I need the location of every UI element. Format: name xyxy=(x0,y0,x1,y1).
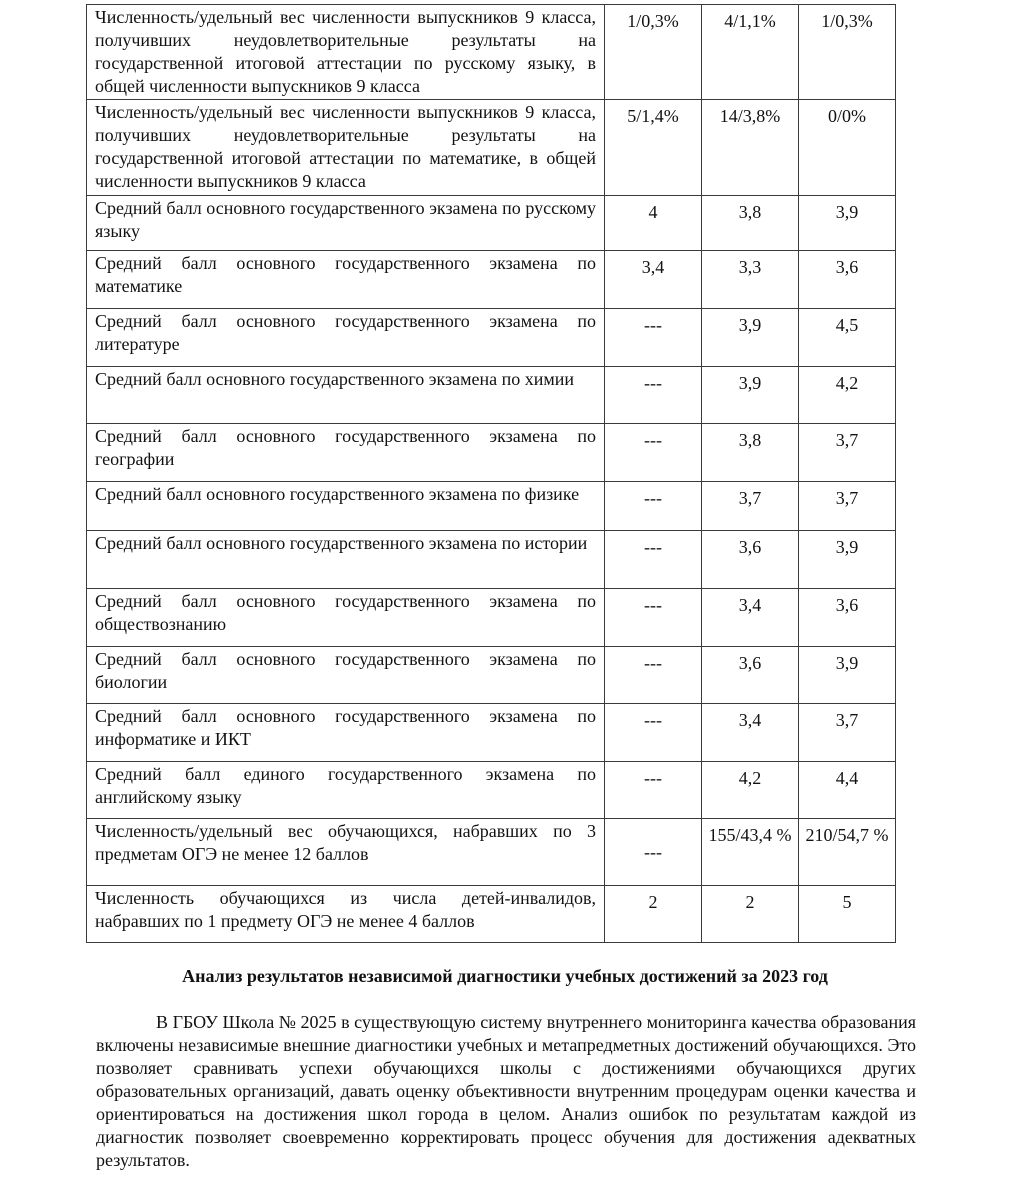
table-row xyxy=(87,5,896,100)
indicator-value: 3,8 xyxy=(702,196,799,251)
indicator-value: 3,9 xyxy=(702,309,799,367)
indicator-value: 3,9 xyxy=(799,531,896,589)
indicator-value: --- xyxy=(605,424,702,482)
section-paragraph: В ГБОУ Школа № 2025 в существующую систему внутреннего мониторинга качества образования включены независимые внешние диагностики учебных и метапредметных достижений обучающихся. Это позволяет сравнивать успехи обучающихся школы с достижениями обучающихся других образовательных организаций, давать оценку объективности внутренним процедурам оценки качества и ориентироваться на достижения школ города в целом. Анализ ошибок по результатам каждой из диагностик позволяет своевременно корректировать процесс обучения для достижения адекватных результатов. xyxy=(96,1012,916,1170)
indicator-value: --- xyxy=(605,309,702,367)
indicator-value: 3,7 xyxy=(799,424,896,482)
indicator-value: --- xyxy=(605,531,702,589)
indicator-value: 5/1,4% xyxy=(605,100,702,196)
indicator-value: 3,4 xyxy=(605,251,702,309)
section-heading: Анализ результатов независимой диагностики учебных достижений за 2023 год xyxy=(182,966,828,986)
indicator-description: Численность/удельный вес обучающихся, набравших по 3 предметам ОГЭ не менее 12 баллов xyxy=(87,819,605,886)
indicator-value: 4,4 xyxy=(799,762,896,819)
indicator-description: Средний балл основного государственного экзамена по математике xyxy=(87,251,605,309)
indicator-description: Средний балл единого государственного экзамена по английскому языку xyxy=(87,762,605,819)
indicator-value: --- xyxy=(605,647,702,704)
indicator-value: 2 xyxy=(605,886,702,943)
results-table-body xyxy=(87,5,896,943)
table-row xyxy=(87,886,896,943)
indicator-value: 155/43,4 % xyxy=(702,819,799,886)
indicator-value: 3,9 xyxy=(702,367,799,424)
table-row xyxy=(87,647,896,704)
indicator-value: 210/54,7 % xyxy=(799,819,896,886)
indicator-value: 3,6 xyxy=(702,531,799,589)
indicator-value: 3,6 xyxy=(799,589,896,647)
table-row xyxy=(87,196,896,251)
table-row xyxy=(87,589,896,647)
table-row xyxy=(87,704,896,762)
indicator-value: 3,6 xyxy=(702,647,799,704)
indicator-description: Средний балл основного государственного экзамена по истории xyxy=(87,531,605,589)
indicator-value: 3,4 xyxy=(702,589,799,647)
indicator-value: 3,9 xyxy=(799,196,896,251)
indicator-description: Средний балл основного государственного экзамена по химии xyxy=(87,367,605,424)
indicator-value: 3,7 xyxy=(799,482,896,531)
table-row xyxy=(87,424,896,482)
indicator-value: 2 xyxy=(702,886,799,943)
indicator-value: 5 xyxy=(799,886,896,943)
indicator-description: Средний балл основного государственного экзамена по географии xyxy=(87,424,605,482)
results-table xyxy=(86,4,896,943)
indicator-description: Средний балл основного государственного экзамена по физике xyxy=(87,482,605,531)
indicator-value: --- xyxy=(605,367,702,424)
indicator-value: 4,2 xyxy=(702,762,799,819)
indicator-description: Средний балл основного государственного экзамена по русскому языку xyxy=(87,196,605,251)
indicator-value: --- xyxy=(605,482,702,531)
indicator-value: 3,9 xyxy=(799,647,896,704)
indicator-value: 4 xyxy=(605,196,702,251)
indicator-value: 1/0,3% xyxy=(799,5,896,100)
table-row xyxy=(87,367,896,424)
indicator-description: Средний балл основного государственного экзамена по литературе xyxy=(87,309,605,367)
table-row xyxy=(87,762,896,819)
indicator-description: Численность/удельный вес численности выпускников 9 класса, получивших неудовлетворительные результаты на государственной итоговой аттестации по математике, в общей численности выпускников 9 класса xyxy=(87,100,605,196)
indicator-value: --- xyxy=(605,819,702,886)
table-row xyxy=(87,482,896,531)
indicator-description: Средний балл основного государственного экзамена по биологии xyxy=(87,647,605,704)
indicator-value: --- xyxy=(605,762,702,819)
table-row xyxy=(87,309,896,367)
indicator-value: 3,8 xyxy=(702,424,799,482)
indicator-description: Средний балл основного государственного экзамена по обществознанию xyxy=(87,589,605,647)
indicator-value: 3,7 xyxy=(799,704,896,762)
table-row xyxy=(87,819,896,886)
indicator-value: 1/0,3% xyxy=(605,5,702,100)
indicator-value: 4/1,1% xyxy=(702,5,799,100)
table-row xyxy=(87,531,896,589)
indicator-value: 0/0% xyxy=(799,100,896,196)
indicator-value: 4,2 xyxy=(799,367,896,424)
indicator-value: 3,7 xyxy=(702,482,799,531)
indicator-value: 3,4 xyxy=(702,704,799,762)
indicator-description: Численность/удельный вес численности выпускников 9 класса, получивших неудовлетворительные результаты на государственной итоговой аттестации по русскому языку, в общей численности выпускников 9 класса xyxy=(87,5,605,100)
indicator-value: 14/3,8% xyxy=(702,100,799,196)
indicator-value: 3,6 xyxy=(799,251,896,309)
table-row xyxy=(87,251,896,309)
indicator-description: Средний балл основного государственного экзамена по информатике и ИКТ xyxy=(87,704,605,762)
indicator-description: Численность обучающихся из числа детей-инвалидов, набравших по 1 предмету ОГЭ не менее 4 баллов xyxy=(87,886,605,943)
indicator-value: --- xyxy=(605,704,702,762)
indicator-value: --- xyxy=(605,589,702,647)
indicator-value: 3,3 xyxy=(702,251,799,309)
table-row xyxy=(87,100,896,196)
indicator-value: 4,5 xyxy=(799,309,896,367)
